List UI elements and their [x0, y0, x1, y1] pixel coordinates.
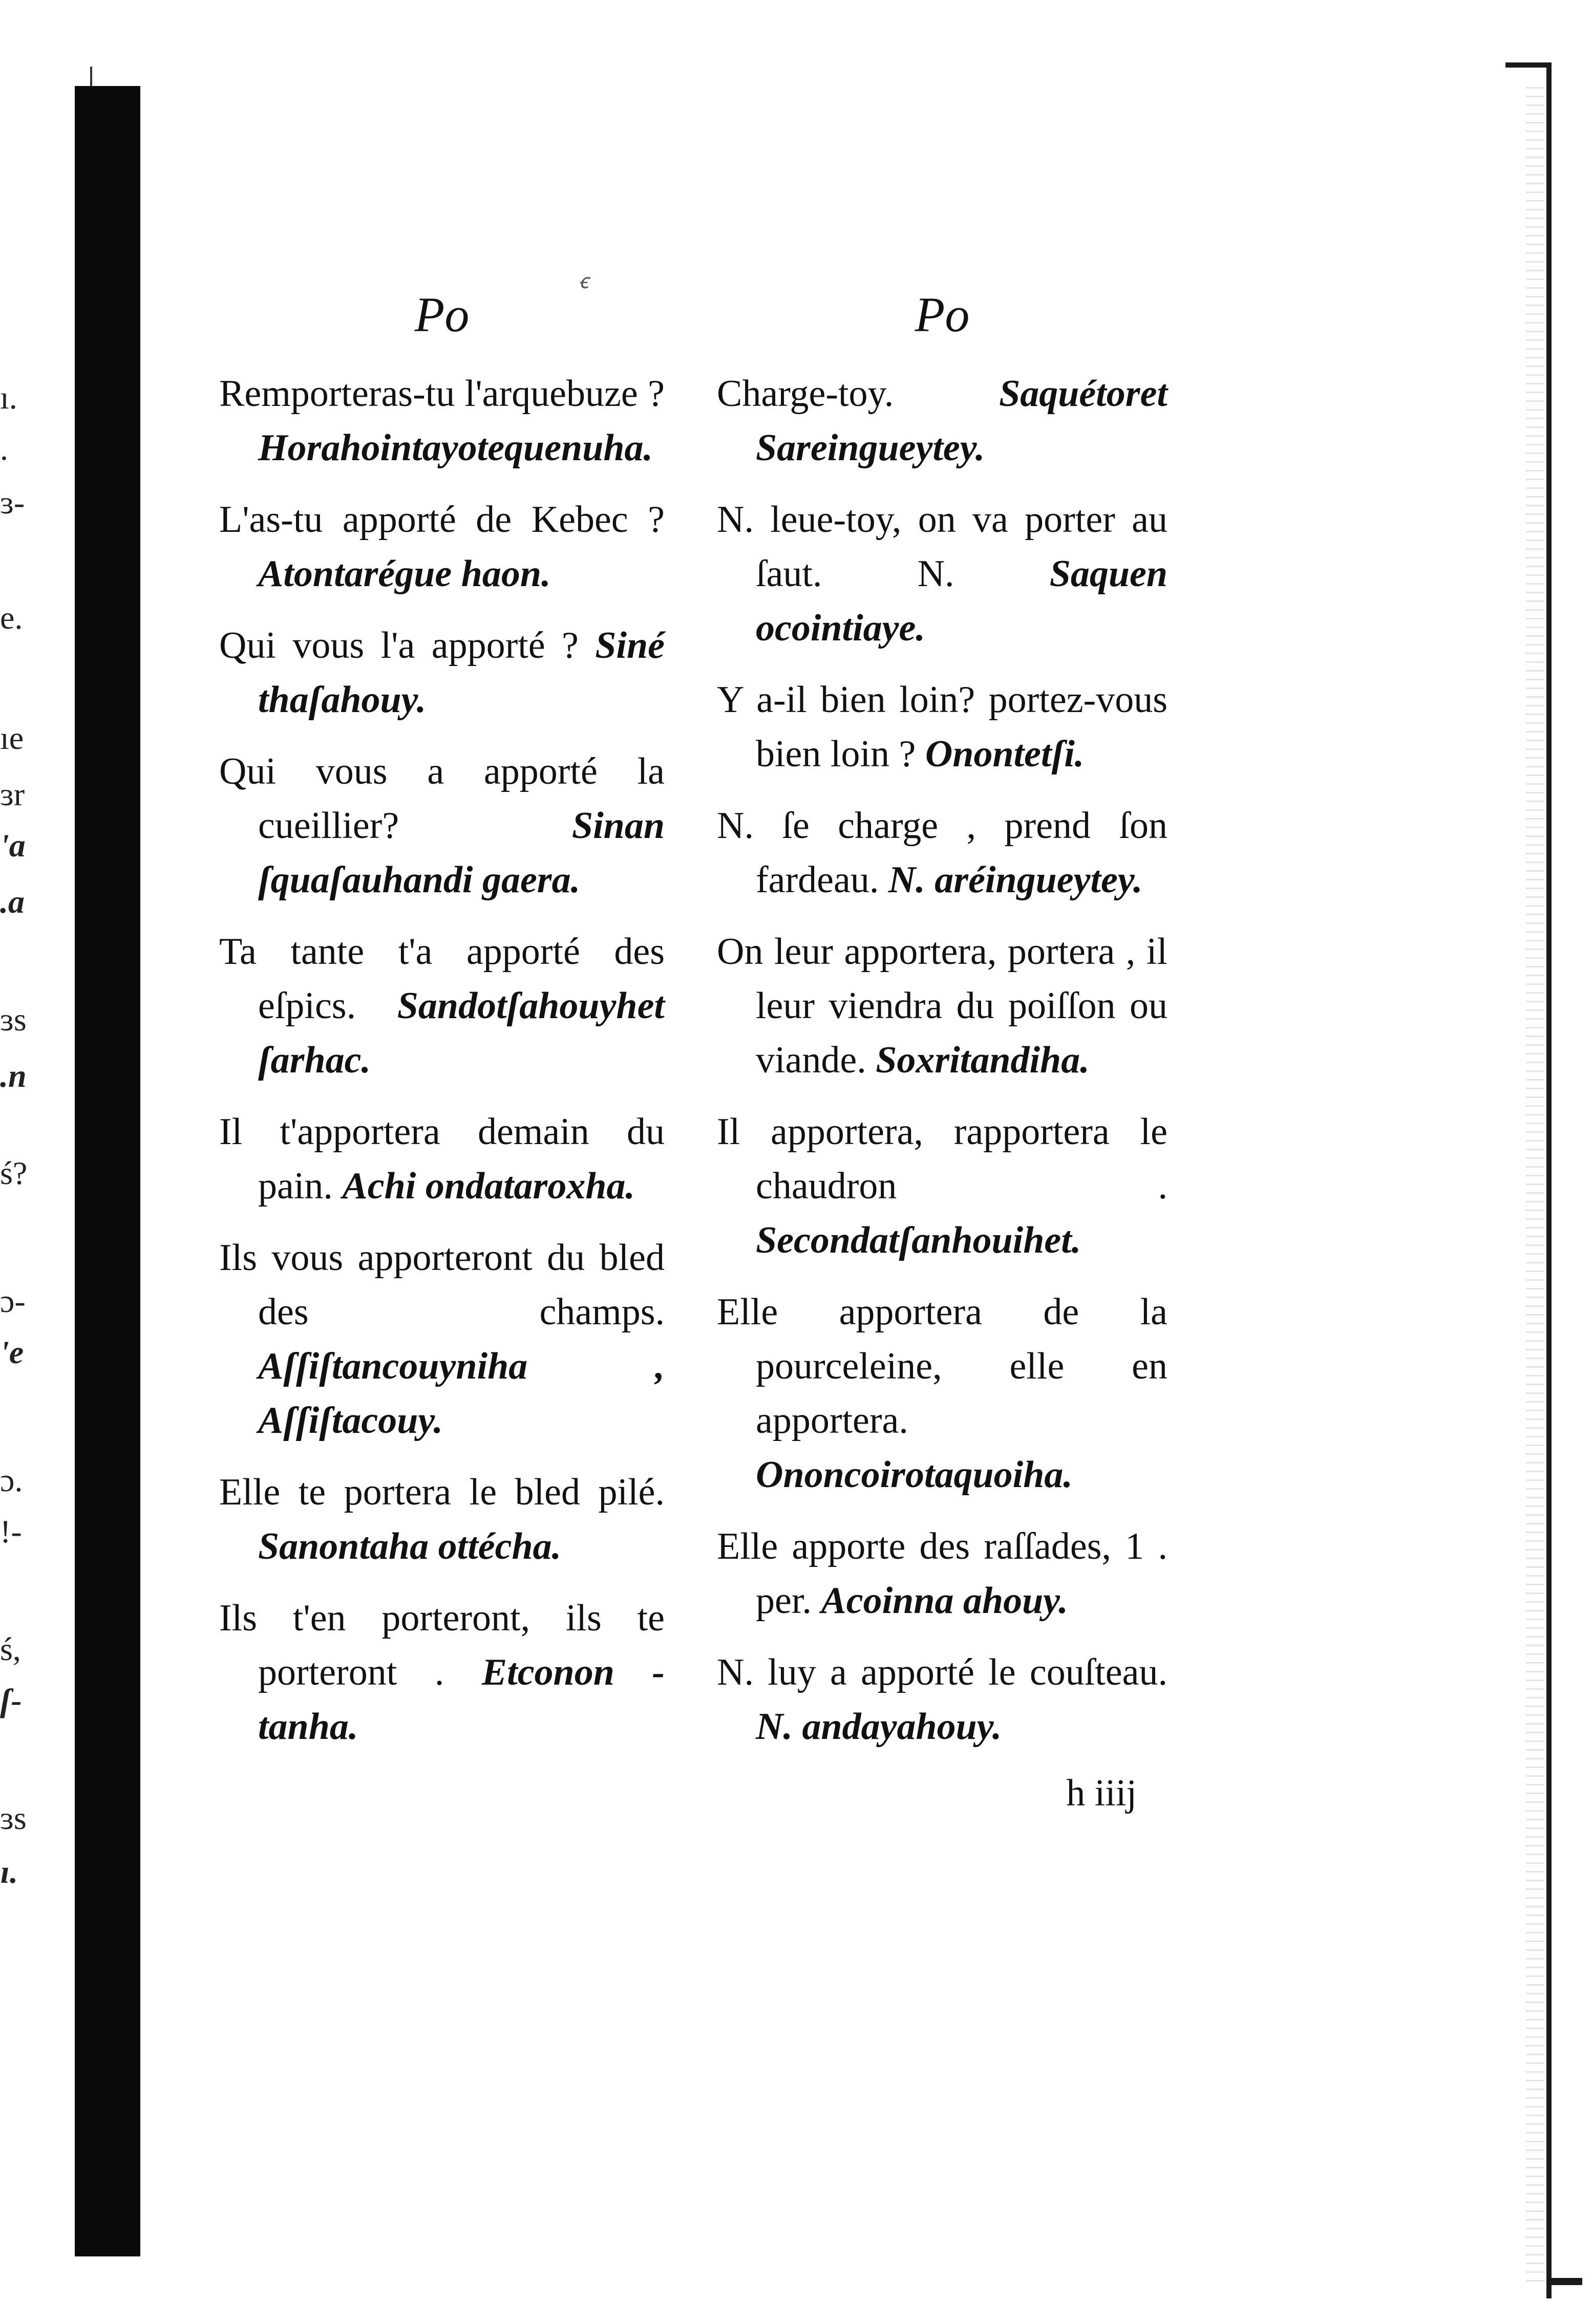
fragment: ɜs: [0, 1001, 27, 1038]
french-text: Qui vous l'a apporté ?: [219, 625, 579, 666]
huron-text: Etconon - tanha.: [258, 1651, 665, 1748]
edge-foot: [1546, 2278, 1582, 2285]
french-text: Qui vous a apporté la cueillier?: [219, 750, 665, 847]
huron-text: Sinan ſquaſauhandi gaera.: [258, 805, 665, 901]
fragment: .n: [0, 1058, 27, 1094]
dictionary-entry: [219, 1231, 665, 1448]
french-text: Ils vous apporteront du bled des champs.: [219, 1237, 665, 1333]
fragment: .: [0, 431, 8, 467]
french-text: Il apportera, rapportera le chaudron .: [717, 1111, 1167, 1207]
dictionary-entry: [717, 799, 1167, 907]
huron-text: Sandotſahouyhet ſarhac.: [258, 985, 665, 1081]
dictionary-entry: [717, 673, 1167, 781]
dictionary-entry: [717, 1519, 1167, 1628]
fragment: ɔ-: [0, 1283, 26, 1319]
fragment: e.: [0, 599, 23, 636]
column-header: Po: [414, 287, 470, 342]
facing-page-fragments: [0, 0, 31, 2324]
huron-text: Ononcoirotaquoiha.: [756, 1454, 1073, 1496]
right-page-edge: [1475, 56, 1593, 2309]
dictionary-entry: [219, 618, 665, 727]
huron-text: Soxritandiha.: [876, 1039, 1090, 1081]
dictionary-entry: [717, 1105, 1167, 1267]
dictionary-entry: [717, 492, 1167, 655]
edge-speckle: [1526, 87, 1544, 2288]
fragment: ſ-: [0, 1682, 22, 1718]
fragment: ɔ.: [0, 1462, 23, 1498]
dictionary-entry: [219, 367, 665, 475]
fragment: ɪ.: [0, 1854, 18, 1890]
french-text: Ils t'en porteront, ils te porteront .: [219, 1597, 665, 1693]
fragment: ś?: [0, 1155, 28, 1191]
binding-gutter: [75, 86, 140, 2256]
huron-text: Saquétoret Sareingueytey.: [756, 373, 1167, 469]
column-header: Po: [915, 287, 970, 342]
fragment: ɜr: [0, 776, 25, 812]
edge-hook: [1505, 62, 1552, 68]
fragment: 'a: [0, 827, 26, 864]
huron-text: Saquen ocointiaye.: [756, 553, 1167, 649]
dictionary-entry: [219, 924, 665, 1087]
right-column: [717, 287, 1167, 1820]
fragment: .a: [0, 884, 25, 920]
huron-text: Siné thaſahouy.: [258, 625, 665, 721]
huron-text: Acoinna ahouy.: [821, 1580, 1068, 1622]
dictionary-entry: [219, 492, 665, 601]
huron-text: Horahointayotequenuha.: [258, 427, 653, 469]
french-text: Ta tante t'a apporté des eſpics.: [219, 931, 665, 1027]
huron-text: Achi ondataroxha.: [342, 1165, 635, 1207]
dictionary-entry: [219, 1465, 665, 1574]
huron-text: Secondatſanhouihet.: [756, 1219, 1081, 1261]
french-text: N. ſe charge , prend ſon fardeau.: [717, 805, 1167, 901]
french-text: Remporteras-tu l'arquebuze ?: [219, 373, 665, 415]
french-text: L'as-tu apporté de Kebec ?: [219, 499, 665, 541]
dictionary-entry: [219, 1105, 665, 1213]
fragment: ɜs: [0, 1800, 27, 1836]
dictionary-entry: [717, 1285, 1167, 1502]
fragment: ı.: [0, 379, 17, 416]
dictionary-entry: [219, 1591, 665, 1754]
huron-text: N. aréingueytey.: [888, 859, 1143, 901]
french-text: Il t'apportera demain du pain.: [219, 1111, 665, 1207]
french-text: Elle te portera le bled pilé.: [219, 1471, 665, 1513]
dictionary-entry: [717, 367, 1167, 475]
signature-catchword: h iiij: [1066, 1772, 1137, 1814]
french-text: Elle apportera de la pourceleine, elle en apportera.: [717, 1291, 1167, 1441]
dictionary-entry: [219, 744, 665, 907]
huron-text: Onontetſi.: [925, 733, 1085, 775]
fragment: ıe: [0, 720, 24, 756]
french-text: Y a-il bien loin? portez-vous bien loin ?: [717, 679, 1167, 775]
fragment: ɜ-: [0, 484, 25, 521]
dictionary-entry: [717, 924, 1167, 1087]
french-text: Elle apporte des raſſades, 1 . per.: [717, 1525, 1167, 1622]
stray-mark: ꞓ: [579, 270, 589, 293]
french-text: Charge-toy.: [717, 373, 894, 415]
edge-bar: [1546, 67, 1552, 2298]
fragment: !-: [0, 1513, 22, 1550]
huron-text: Aſſiſtancouyniha , Aſſiſtacouy.: [258, 1345, 665, 1441]
fragment: 'e: [0, 1334, 24, 1370]
huron-text: N. andayahouy.: [756, 1706, 1002, 1748]
dictionary-entry: [717, 1645, 1167, 1754]
fragment: ś,: [0, 1631, 21, 1667]
french-text: On leur apportera, portera , il leur viendra du poiſſon ou viande.: [717, 931, 1167, 1081]
french-text: N. leue-toy, on va porter au ſaut. N.: [717, 499, 1167, 595]
huron-text: Sanontaha ottécha.: [258, 1525, 562, 1567]
huron-text: Atontarégue haon.: [258, 553, 551, 595]
french-text: N. luy a apporté le couſteau.: [717, 1651, 1167, 1693]
left-column: [219, 287, 665, 1771]
